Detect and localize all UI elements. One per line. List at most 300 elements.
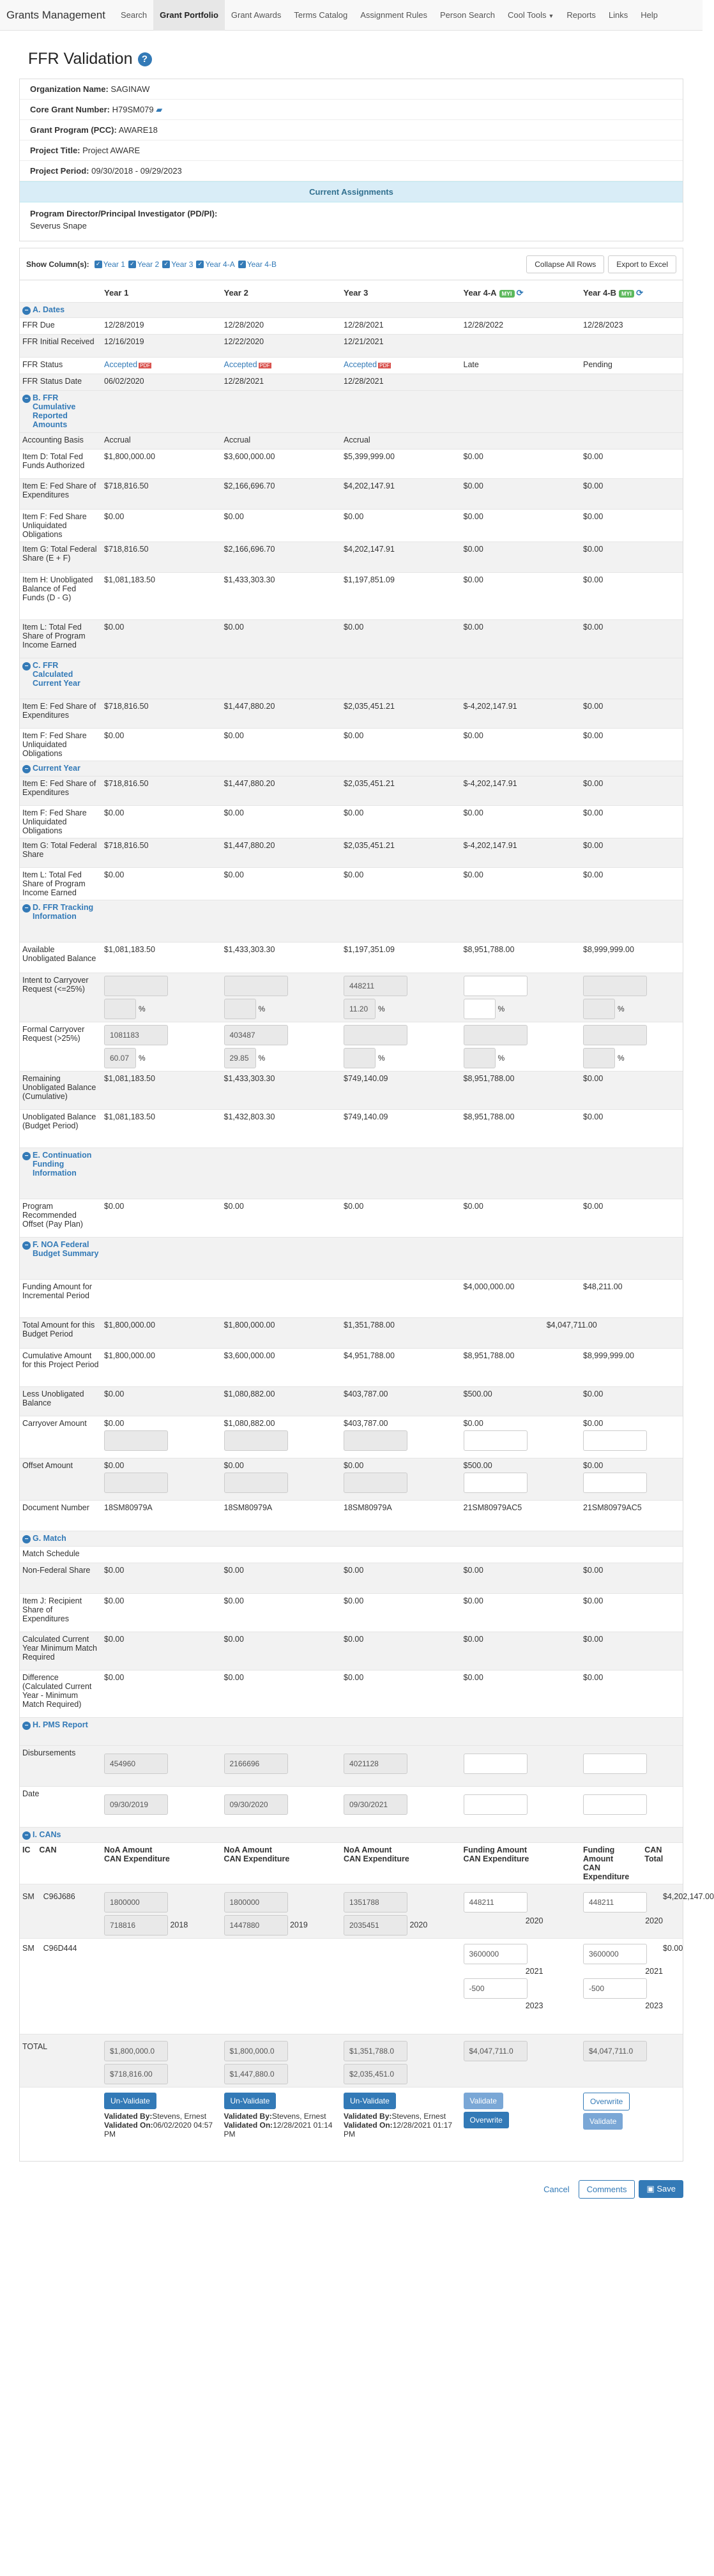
table-row <box>20 867 683 900</box>
section-title-text: A. Dates <box>33 305 65 314</box>
cell-value: $1,800,000.00 <box>102 1348 222 1386</box>
checkbox-year-1[interactable] <box>95 260 125 269</box>
table-row <box>20 1593 683 1632</box>
pdf-icon[interactable]: PDF <box>140 362 151 368</box>
cell-value: $0.00 <box>341 1632 461 1670</box>
empty-cell <box>222 900 342 942</box>
cell-value: 18SM80979A <box>102 1500 222 1531</box>
org-value: SAGINAW <box>110 84 150 94</box>
section-header-d[interactable] <box>20 900 683 942</box>
amount-input[interactable] <box>583 1025 647 1045</box>
section-title[interactable] <box>22 1151 99 1178</box>
cell-value: $0.00 <box>581 838 683 867</box>
fund-input[interactable]: 448211 <box>583 1892 647 1913</box>
can-code: C96D444 <box>43 1943 77 1953</box>
refresh-icon[interactable]: ⟳ <box>636 288 643 298</box>
amount-value: $0.00 <box>583 1460 604 1470</box>
cell-value: $0.00 <box>222 619 342 658</box>
section-title-cell <box>20 1237 102 1279</box>
collapse-icon: − <box>22 1722 31 1730</box>
table-row <box>20 1279 683 1317</box>
empty-cell <box>461 1827 581 1842</box>
column-header-text: Year 4-A <box>463 288 497 298</box>
checkbox-label: Year 1 <box>103 259 125 269</box>
amount-cell <box>581 1416 683 1458</box>
brand[interactable]: Grants Management <box>6 8 105 21</box>
section-title-text: H. PMS Report <box>33 1720 88 1729</box>
can-fund-cell <box>581 1884 714 1938</box>
cell-value <box>102 1546 222 1563</box>
amount-cell <box>102 1458 222 1500</box>
status-cell <box>222 357 342 374</box>
empty-cell <box>461 658 581 699</box>
amount-value: $500.00 <box>463 1460 492 1470</box>
table-row <box>20 572 683 619</box>
ffr-table <box>20 280 714 2161</box>
cell-value: $0.00 <box>102 728 222 761</box>
validated-on-date: 12/28/2021 01:17 PM <box>344 2120 453 2139</box>
cell-value: $2,166,696.70 <box>222 478 342 509</box>
percent-input[interactable] <box>464 999 496 1019</box>
section-title[interactable] <box>22 393 99 429</box>
cell-value: $2,035,451.21 <box>341 776 461 805</box>
cell-value: $0.00 <box>341 619 461 658</box>
cell-value: $0.00 <box>461 509 581 542</box>
cell-value: $0.00 <box>222 509 342 542</box>
checkbox-year-4a[interactable] <box>196 260 234 269</box>
exp-input[interactable]: 2035451 <box>344 1915 407 1936</box>
cell-value: $0.00 <box>461 1632 581 1670</box>
row-label: Intent to Carryover Request (<=25%) <box>20 973 102 1022</box>
pd-label: Program Director/Principal Investigator (PD/PI): <box>30 209 218 218</box>
empty-cell <box>581 1237 683 1279</box>
row-label: FFR Initial Received <box>20 334 102 357</box>
input-cell <box>102 1786 222 1827</box>
nav-help[interactable]: Help <box>641 10 658 20</box>
page-title-text: FFR Validation <box>28 50 133 68</box>
empty-cell <box>341 1717 461 1745</box>
validated-on-date: 06/02/2020 04:57 PM <box>104 2120 213 2139</box>
section-header-a[interactable] <box>20 302 683 317</box>
exp-input[interactable]: 718816 <box>104 1915 168 1936</box>
row-label: Funding Amount for Incremental Period <box>20 1279 102 1317</box>
pms-input[interactable] <box>583 1754 647 1774</box>
cell-value: $1,081,183.50 <box>102 572 222 619</box>
row-label: FFR Due <box>20 317 102 334</box>
nav-reports[interactable]: Reports <box>566 10 596 20</box>
amount-input[interactable] <box>464 976 528 996</box>
amount-input[interactable] <box>464 1430 528 1451</box>
column-header-text: Year 4-B <box>583 288 617 298</box>
collapse-icon: − <box>22 1152 31 1160</box>
period-value: 09/30/2018 - 09/29/2023 <box>91 166 182 176</box>
cell-value: 12/21/2021 <box>341 334 461 357</box>
cell-value: $0.00 <box>341 728 461 761</box>
row-label: Item E: Fed Share of Expenditures <box>20 776 102 805</box>
section-header-h[interactable] <box>20 1717 683 1745</box>
percent-input[interactable] <box>344 1048 376 1068</box>
empty-cell <box>222 1531 342 1546</box>
section-title[interactable] <box>22 661 99 688</box>
cell-value: 12/28/2021 <box>341 317 461 334</box>
section-title-text: Current Year <box>33 763 80 773</box>
total-noa: $4,047,711.0 <box>583 2041 647 2061</box>
cell-value: Accrual <box>102 432 222 449</box>
amount-input[interactable] <box>583 976 647 996</box>
pms-input[interactable]: 09/30/2021 <box>344 1794 407 1815</box>
empty-cell <box>581 900 683 942</box>
amount-input[interactable] <box>344 1473 407 1493</box>
amount-cell <box>341 1458 461 1500</box>
nav-assignment-rules[interactable]: Assignment Rules <box>360 10 428 20</box>
amount-value: $403,787.00 <box>344 1418 388 1428</box>
amount-input[interactable] <box>224 1473 288 1493</box>
section-title-text: F. NOA Federal Budget Summary <box>33 1239 99 1258</box>
section-header-c1[interactable] <box>20 658 683 699</box>
empty-cell <box>102 1717 222 1745</box>
fund-year: 2021 <box>645 1966 663 1976</box>
nav-grant-portfolio[interactable]: Grant Portfolio <box>153 0 225 31</box>
percent-sign: % <box>498 1053 505 1063</box>
cell-value: $1,447,880.20 <box>222 699 342 728</box>
percent-sign: % <box>498 1004 505 1013</box>
row-label: Match Schedule <box>20 1546 102 1563</box>
cell-value: $0.00 <box>461 728 581 761</box>
section-title[interactable] <box>22 903 99 921</box>
fund-input[interactable]: 448211 <box>464 1892 528 1913</box>
can-row <box>20 1884 683 1938</box>
section-title-cell <box>20 900 102 942</box>
cell-value: $0.00 <box>102 1386 222 1416</box>
section-title-text: C. FFR Calculated Current Year <box>33 660 80 688</box>
row-label: Item E: Fed Share of Expenditures <box>20 699 102 728</box>
fund-input[interactable]: -500 <box>583 1978 647 1999</box>
exp-input[interactable]: 1447880 <box>224 1915 288 1936</box>
cell-value: $718,816.50 <box>102 838 222 867</box>
noa-input[interactable]: 1351788 <box>344 1892 407 1913</box>
amount-input-wrap <box>464 1473 579 1493</box>
cell-value: $0.00 <box>461 449 581 478</box>
row-label: Date <box>20 1786 102 1827</box>
cell-value: $0.00 <box>581 478 683 509</box>
percent-input[interactable]: 29.85 <box>224 1048 256 1068</box>
cell-value: $0.00 <box>581 619 683 658</box>
section-header-b[interactable] <box>20 390 683 432</box>
amount-value: $0.00 <box>344 1460 364 1470</box>
section-title-text: G. Match <box>33 1533 66 1543</box>
cell-value: $1,081,183.50 <box>102 1071 222 1109</box>
percent-input[interactable] <box>583 1048 615 1068</box>
empty-cell <box>20 2087 102 2161</box>
cell-value: $0.00 <box>581 805 683 838</box>
unvalidate-button[interactable]: Un-Validate <box>344 2093 396 2109</box>
pdf-icon[interactable]: PDF <box>259 362 270 368</box>
cell-value: $1,433,303.30 <box>222 1071 342 1109</box>
cell-value: $500.00 <box>461 1386 581 1416</box>
cell-value: $0.00 <box>222 805 342 838</box>
validation-cell <box>222 2087 342 2161</box>
cell-value: $0.00 <box>581 1670 683 1717</box>
can-id <box>20 1884 102 1938</box>
input-cell <box>341 973 461 1022</box>
cell-value <box>102 1279 222 1317</box>
pms-input[interactable]: 454960 <box>104 1754 168 1774</box>
amount-input-wrap <box>464 1430 579 1451</box>
amount-value: $0.00 <box>104 1418 125 1428</box>
checkbox-year-3[interactable] <box>162 260 193 269</box>
amount-input[interactable]: 1081183 <box>104 1025 168 1045</box>
pms-input[interactable] <box>464 1794 528 1815</box>
cell-value: $0.00 <box>222 1593 342 1632</box>
checkbox-year-2[interactable] <box>128 260 159 269</box>
table-row <box>20 1416 683 1458</box>
validation-cell <box>102 2087 222 2161</box>
section-header-c2[interactable] <box>20 761 683 776</box>
amount-input[interactable]: 403487 <box>224 1025 288 1045</box>
section-title[interactable] <box>22 1240 99 1258</box>
cell-value: $0.00 <box>581 1632 683 1670</box>
cell-value: $718,816.50 <box>102 699 222 728</box>
cell-value: 12/28/2022 <box>461 317 581 334</box>
collapse-icon: − <box>22 904 31 913</box>
cell-value: $0.00 <box>581 1386 683 1416</box>
validation-cell <box>461 2087 581 2161</box>
row-label: Remaining Unobligated Balance (Cumulative) <box>20 1071 102 1109</box>
fund-header-text: Funding Amount <box>583 1845 615 1863</box>
cell-value: $0.00 <box>581 1563 683 1593</box>
fund-year: 2023 <box>645 2001 663 2010</box>
program-row <box>20 120 683 140</box>
amount-input[interactable] <box>464 1473 528 1493</box>
amount-input[interactable] <box>104 1430 168 1451</box>
comments-button[interactable]: Comments <box>579 2180 635 2199</box>
input-cell <box>461 1745 581 1786</box>
amount-input[interactable] <box>344 1430 407 1451</box>
save-button[interactable] <box>639 2180 683 2198</box>
cell-value: $0.00 <box>581 542 683 572</box>
validated-on-label: Validated On: <box>344 2120 393 2130</box>
export-excel-button[interactable]: Export to Excel <box>608 255 676 273</box>
table-row <box>20 509 683 542</box>
table-row <box>20 1199 683 1237</box>
pms-input[interactable]: 4021128 <box>344 1754 407 1774</box>
collapse-icon: − <box>22 1535 31 1543</box>
amount-input[interactable] <box>104 976 168 996</box>
nav-cool-tools[interactable] <box>501 0 560 31</box>
table-row <box>20 1458 683 1500</box>
amount-input[interactable] <box>464 1025 528 1045</box>
cell-value <box>222 1279 342 1317</box>
nav-search[interactable]: Search <box>120 10 148 20</box>
core-label: Core Grant Number: <box>30 105 110 114</box>
row-label: Less Unobligated Balance <box>20 1386 102 1416</box>
cell-value: $8,999,999.00 <box>581 1348 683 1386</box>
pdf-icon[interactable]: PDF <box>379 362 390 368</box>
cell-value: $0.00 <box>222 728 342 761</box>
pms-input[interactable]: 2166696 <box>224 1754 288 1774</box>
amount-cell <box>461 1458 581 1500</box>
amount-cell <box>461 1416 581 1458</box>
status-link[interactable]: Accepted <box>224 360 257 369</box>
cancel-link[interactable]: Cancel <box>543 2184 570 2194</box>
refresh-icon[interactable]: ⟳ <box>516 288 524 298</box>
help-icon[interactable]: ? <box>138 52 152 66</box>
percent-input[interactable] <box>224 999 256 1019</box>
can-year: 2018 <box>170 1920 188 1929</box>
cell-value <box>222 1546 342 1563</box>
cell-value: $1,433,303.30 <box>222 572 342 619</box>
cell-value: $0.00 <box>461 867 581 900</box>
empty-cell <box>461 1531 581 1546</box>
empty-cell <box>341 1827 461 1842</box>
amount-input[interactable] <box>583 1430 647 1451</box>
cell-value: $8,951,788.00 <box>461 1348 581 1386</box>
amount-input-wrap <box>344 1473 459 1493</box>
folder-icon[interactable]: ▰ <box>156 105 163 114</box>
status-link[interactable]: Accepted <box>104 360 138 369</box>
percent-input[interactable] <box>104 999 136 1019</box>
fund-input[interactable]: 3600000 <box>464 1944 528 1964</box>
section-header-f[interactable] <box>20 1237 683 1279</box>
section-title[interactable] <box>22 764 99 773</box>
empty-cell <box>461 761 581 776</box>
pms-input[interactable] <box>583 1794 647 1815</box>
percent-input[interactable]: 60.07 <box>104 1048 136 1068</box>
cell-value: $1,081,183.50 <box>102 942 222 973</box>
amount-value: $0.00 <box>224 1460 244 1470</box>
empty-cell <box>581 1531 683 1546</box>
percent-sign: % <box>258 1004 266 1013</box>
section-title[interactable] <box>22 1534 99 1543</box>
fund-year: 2020 <box>645 1916 663 1925</box>
empty-cell <box>102 658 222 699</box>
amount-input[interactable] <box>583 1473 647 1493</box>
empty-cell <box>581 1717 683 1745</box>
overwrite-button[interactable]: Overwrite <box>583 2093 630 2110</box>
amount-input[interactable] <box>224 976 288 996</box>
section-title[interactable] <box>22 305 99 315</box>
section-title-cell <box>20 1717 102 1745</box>
cell-value: $0.00 <box>341 867 461 900</box>
section-title-text: I. CANs <box>33 1830 61 1839</box>
amount-input-wrap <box>344 1430 459 1451</box>
section-header-g[interactable] <box>20 1531 683 1546</box>
ffr-panel <box>19 248 714 2162</box>
cell-value: $-4,202,147.91 <box>461 776 581 805</box>
collapse-icon: − <box>22 765 31 773</box>
cell-value: $0.00 <box>341 1670 461 1717</box>
cell-value: 12/22/2020 <box>222 334 342 357</box>
section-title[interactable] <box>22 1830 99 1840</box>
fund-header-text: Funding Amount <box>463 1845 528 1854</box>
validator-name: Stevens, Ernest <box>271 2111 326 2121</box>
cell-value: Accrual <box>222 432 342 449</box>
nav-grant-awards[interactable]: Grant Awards <box>231 10 282 20</box>
amount-input[interactable]: 448211 <box>344 976 407 996</box>
can-fund-cell <box>461 1938 581 2034</box>
total-cell <box>341 2034 461 2087</box>
table-row <box>20 374 683 390</box>
cell-value: $0.00 <box>341 1593 461 1632</box>
noa-input[interactable]: 1800000 <box>224 1892 288 1913</box>
row-label: Document Number <box>20 1500 102 1531</box>
nav-links[interactable]: Links <box>608 10 628 20</box>
table-row <box>20 1022 683 1071</box>
row-label: Carryover Amount <box>20 1416 102 1458</box>
label-column-header <box>20 280 102 302</box>
noa-input[interactable]: 1800000 <box>104 1892 168 1913</box>
table-row <box>20 449 683 478</box>
nav-person-search[interactable]: Person Search <box>440 10 496 20</box>
percent-input[interactable] <box>464 1048 496 1068</box>
cans-header-row <box>20 1842 683 1884</box>
pms-input[interactable]: 09/30/2020 <box>224 1794 288 1815</box>
row-label: FFR Status <box>20 357 102 374</box>
cell-value: $1,351,788.00 <box>341 1317 461 1348</box>
fund-input[interactable]: -500 <box>464 1978 528 1999</box>
amount-value: $0.00 <box>463 1418 483 1428</box>
row-label: Item F: Fed Share Unliquidated Obligations <box>20 805 102 838</box>
cell-value: $0.00 <box>341 509 461 542</box>
empty-cell <box>341 900 461 942</box>
exp-header-text: CAN Expenditure <box>104 1854 170 1863</box>
input-cell <box>102 1022 222 1071</box>
cell-value: $4,951,788.00 <box>341 1348 461 1386</box>
nav-terms-catalog[interactable]: Terms Catalog <box>294 10 348 20</box>
noa-header <box>341 1842 461 1884</box>
section-title[interactable] <box>22 1720 99 1730</box>
save-icon: ▣ <box>646 2184 657 2193</box>
pms-input[interactable] <box>464 1754 528 1774</box>
percent-input[interactable]: 11.20 <box>344 999 376 1019</box>
collapse-icon: − <box>22 395 31 403</box>
checkbox-year-4b[interactable] <box>238 260 277 269</box>
total-exp: $2,035,451.0 <box>344 2064 407 2084</box>
percent-sign: % <box>139 1053 146 1063</box>
fund-input[interactable]: 3600000 <box>583 1944 647 1964</box>
cell-value: $4,202,147.91 <box>341 542 461 572</box>
overwrite-button[interactable]: Overwrite <box>464 2112 509 2128</box>
status-link[interactable]: Accepted <box>344 360 377 369</box>
empty-cell <box>581 761 683 776</box>
section-title-cell <box>20 658 102 699</box>
section-header-i[interactable] <box>20 1827 683 1842</box>
validate-button[interactable]: Validate <box>583 2113 623 2130</box>
unvalidate-button[interactable]: Un-Validate <box>224 2093 277 2109</box>
cell-value: $0.00 <box>581 867 683 900</box>
can-total: $0.00 <box>663 1943 683 1953</box>
amount-input[interactable] <box>224 1430 288 1451</box>
percent-input[interactable] <box>583 999 615 1019</box>
cell-value: $0.00 <box>102 1563 222 1593</box>
pms-input[interactable]: 09/30/2019 <box>104 1794 168 1815</box>
collapse-all-button[interactable]: Collapse All Rows <box>526 255 604 273</box>
total-noa: $1,351,788.0 <box>344 2041 407 2061</box>
validation-row <box>20 2087 683 2161</box>
amount-input[interactable] <box>104 1473 168 1493</box>
validate-button[interactable]: Validate <box>464 2093 503 2109</box>
cell-value: $0.00 <box>102 1199 222 1237</box>
row-label: Item L: Total Fed Share of Program Income Earned <box>20 619 102 658</box>
validated-by-label: Validated By: <box>344 2111 392 2121</box>
amount-input[interactable] <box>344 1025 407 1045</box>
cell-value: $1,800,000.00 <box>102 449 222 478</box>
section-header-e[interactable] <box>20 1148 683 1199</box>
can-ic: SM <box>22 1891 34 1901</box>
section-title-text: B. FFR Cumulative Reported Amounts <box>33 393 76 429</box>
unvalidate-button[interactable]: Un-Validate <box>104 2093 156 2109</box>
cell-value: $0.00 <box>461 1563 581 1593</box>
